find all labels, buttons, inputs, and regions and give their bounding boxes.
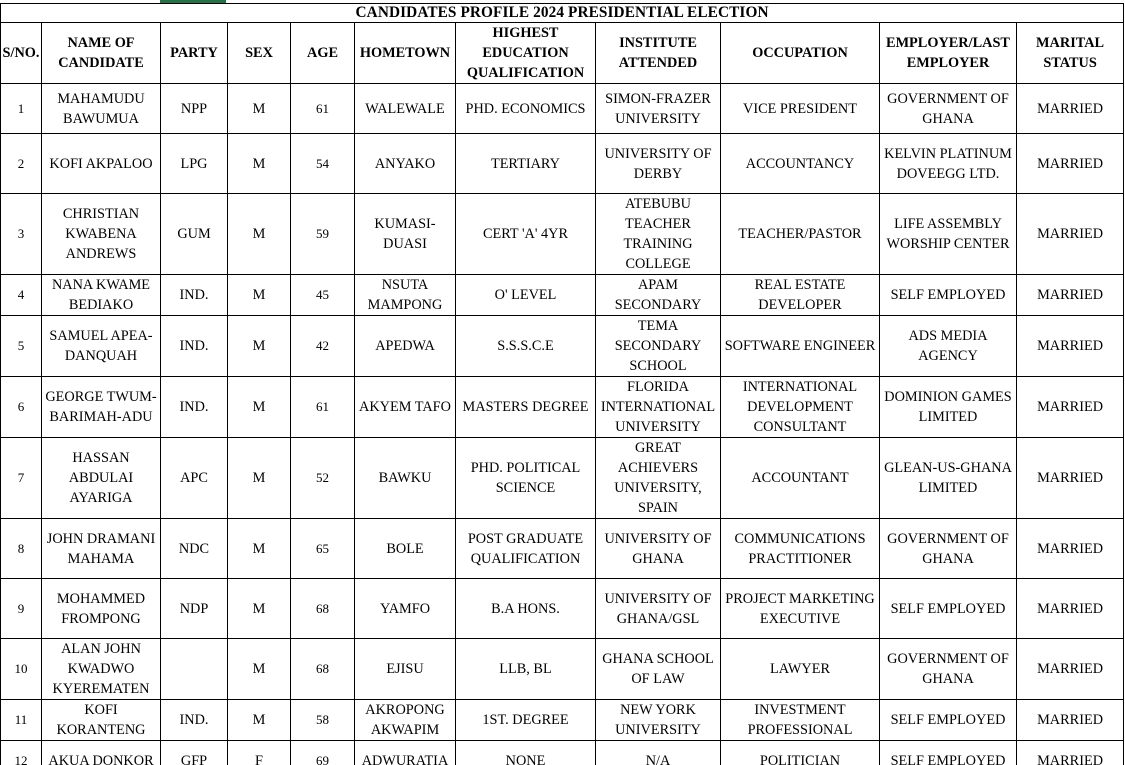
cell-name[interactable]: MOHAMMED FROMPONG xyxy=(42,579,161,639)
cell-occupation[interactable]: VICE PRESIDENT xyxy=(721,84,880,134)
cell-name[interactable]: NANA KWAME BEDIAKO xyxy=(42,275,161,316)
cell-party[interactable]: GFP xyxy=(161,741,228,765)
candidates-table xyxy=(0,3,1124,765)
cell-party[interactable]: APC xyxy=(161,438,228,519)
table-row xyxy=(1,84,1124,134)
cell-marital[interactable]: MARRIED xyxy=(1017,377,1124,438)
table-row xyxy=(1,316,1124,377)
cell-marital[interactable]: MARRIED xyxy=(1017,639,1124,700)
cell-sex[interactable]: M xyxy=(228,639,291,700)
cell-occupation[interactable]: REAL ESTATE DEVELOPER xyxy=(721,275,880,316)
cell-sno[interactable]: 11 xyxy=(1,700,42,741)
cell-sex[interactable]: M xyxy=(228,377,291,438)
cell-employer[interactable]: SELF EMPLOYED xyxy=(880,579,1017,639)
cell-age[interactable]: 61 xyxy=(291,377,355,438)
cell-sex[interactable]: M xyxy=(228,194,291,275)
cell-occupation[interactable]: POLITICIAN xyxy=(721,741,880,765)
cell-sno[interactable]: 12 xyxy=(1,741,42,765)
cell-sex[interactable]: M xyxy=(228,438,291,519)
cell-employer[interactable]: GOVERNMENT OF GHANA xyxy=(880,639,1017,700)
cell-age[interactable]: 52 xyxy=(291,438,355,519)
cell-occupation[interactable]: ACCOUNTANCY xyxy=(721,134,880,194)
cell-occupation[interactable]: ACCOUNTANT xyxy=(721,438,880,519)
cell-education[interactable]: B.A HONS. xyxy=(456,579,596,639)
cell-age[interactable]: 54 xyxy=(291,134,355,194)
table-row xyxy=(1,194,1124,275)
cell-education[interactable]: 1ST. DEGREE xyxy=(456,700,596,741)
cell-education[interactable]: S.S.S.C.E xyxy=(456,316,596,377)
header-sno: S/NO. xyxy=(1,23,42,84)
cell-occupation[interactable]: TEACHER/PASTOR xyxy=(721,194,880,275)
cell-institute[interactable]: NEW YORK UNIVERSITY xyxy=(596,700,721,741)
cell-party[interactable]: LPG xyxy=(161,134,228,194)
table-title: CANDIDATES PROFILE 2024 PRESIDENTIAL ELECTION xyxy=(1,4,1124,23)
cell-occupation[interactable]: LAWYER xyxy=(721,639,880,700)
cell-sex[interactable]: M xyxy=(228,316,291,377)
cell-name[interactable]: AKUA DONKOR xyxy=(42,741,161,765)
cell-education[interactable]: NONE xyxy=(456,741,596,765)
cell-sno[interactable]: 7 xyxy=(1,438,42,519)
header-age: AGE xyxy=(291,23,355,84)
cell-party[interactable]: IND. xyxy=(161,377,228,438)
cell-age[interactable]: 42 xyxy=(291,316,355,377)
cell-hometown[interactable]: EJISU xyxy=(355,639,456,700)
header-education: HIGHEST EDUCATION QUALIFICATION xyxy=(456,23,596,84)
cell-hometown[interactable]: WALEWALE xyxy=(355,84,456,134)
cell-marital[interactable]: MARRIED xyxy=(1017,275,1124,316)
cell-sex[interactable]: M xyxy=(228,134,291,194)
header-sex: SEX xyxy=(228,23,291,84)
cell-sex[interactable]: F xyxy=(228,741,291,765)
cell-employer[interactable]: ADS MEDIA AGENCY xyxy=(880,316,1017,377)
cell-hometown[interactable]: ADWURATIA xyxy=(355,741,456,765)
cell-marital[interactable]: MARRIED xyxy=(1017,84,1124,134)
cell-hometown[interactable]: ANYAKO xyxy=(355,134,456,194)
cell-hometown[interactable]: YAMFO xyxy=(355,579,456,639)
cell-name[interactable]: ALAN JOHN KWADWO KYEREMATEN xyxy=(42,639,161,700)
table-row xyxy=(1,700,1124,741)
cell-employer[interactable]: GOVERNMENT OF GHANA xyxy=(880,519,1017,579)
cell-employer[interactable]: SELF EMPLOYED xyxy=(880,700,1017,741)
cell-hometown[interactable]: AKYEM TAFO xyxy=(355,377,456,438)
cell-hometown[interactable]: APEDWA xyxy=(355,316,456,377)
cell-sno[interactable]: 4 xyxy=(1,275,42,316)
cell-party[interactable]: NPP xyxy=(161,84,228,134)
cell-occupation[interactable]: PROJECT MARKETING EXECUTIVE xyxy=(721,579,880,639)
cell-sno[interactable]: 10 xyxy=(1,639,42,700)
cell-institute[interactable]: TEMA SECONDARY SCHOOL xyxy=(596,316,721,377)
table-row xyxy=(1,134,1124,194)
cell-age[interactable]: 58 xyxy=(291,700,355,741)
cell-marital[interactable]: MARRIED xyxy=(1017,194,1124,275)
cell-age[interactable]: 45 xyxy=(291,275,355,316)
cell-employer[interactable]: LIFE ASSEMBLY WORSHIP CENTER xyxy=(880,194,1017,275)
cell-employer[interactable]: SELF EMPLOYED xyxy=(880,741,1017,765)
cell-name[interactable]: JOHN DRAMANI MAHAMA xyxy=(42,519,161,579)
table-row xyxy=(1,741,1124,765)
cell-name[interactable]: KOFI KORANTENG xyxy=(42,700,161,741)
cell-sex[interactable]: M xyxy=(228,700,291,741)
cell-employer[interactable]: KELVIN PLATINUM DOVEEGG LTD. xyxy=(880,134,1017,194)
cell-sno[interactable]: 5 xyxy=(1,316,42,377)
cell-party[interactable]: IND. xyxy=(161,700,228,741)
header-employer: EMPLOYER/LAST EMPLOYER xyxy=(880,23,1017,84)
cell-occupation[interactable]: INVESTMENT PROFESSIONAL xyxy=(721,700,880,741)
header-party: PARTY xyxy=(161,23,228,84)
table-row xyxy=(1,579,1124,639)
cell-sno[interactable]: 2 xyxy=(1,134,42,194)
cell-education[interactable]: CERT 'A' 4YR xyxy=(456,194,596,275)
cell-employer[interactable]: GLEAN-US-GHANA LIMITED xyxy=(880,438,1017,519)
cell-marital[interactable]: MARRIED xyxy=(1017,579,1124,639)
cell-institute[interactable]: UNIVERSITY OF GHANA xyxy=(596,519,721,579)
cell-institute[interactable]: UNIVERSITY OF DERBY xyxy=(596,134,721,194)
cell-sex[interactable]: M xyxy=(228,579,291,639)
cell-sex[interactable]: M xyxy=(228,519,291,579)
cell-party[interactable]: NDP xyxy=(161,579,228,639)
cell-age[interactable]: 68 xyxy=(291,639,355,700)
header-name: NAME OF CANDIDATE xyxy=(42,23,161,84)
cell-education[interactable]: MASTERS DEGREE xyxy=(456,377,596,438)
cell-name[interactable]: HASSAN ABDULAI AYARIGA xyxy=(42,438,161,519)
cell-sno[interactable]: 1 xyxy=(1,84,42,134)
cell-marital[interactable]: MARRIED xyxy=(1017,438,1124,519)
cell-sno[interactable]: 3 xyxy=(1,194,42,275)
cell-party[interactable]: NDC xyxy=(161,519,228,579)
cell-education[interactable]: PHD. POLITICAL SCIENCE xyxy=(456,438,596,519)
cell-education[interactable]: POST GRADUATE QUALIFICATION xyxy=(456,519,596,579)
cell-education[interactable]: TERTIARY xyxy=(456,134,596,194)
cell-institute[interactable]: UNIVERSITY OF GHANA/GSL xyxy=(596,579,721,639)
cell-party[interactable]: IND. xyxy=(161,275,228,316)
cell-marital[interactable]: MARRIED xyxy=(1017,741,1124,765)
cell-education[interactable]: O' LEVEL xyxy=(456,275,596,316)
cell-age[interactable]: 69 xyxy=(291,741,355,765)
cell-hometown[interactable]: AKROPONG AKWAPIM xyxy=(355,700,456,741)
table-row xyxy=(1,377,1124,438)
cell-sex[interactable]: M xyxy=(228,275,291,316)
cell-occupation[interactable]: SOFTWARE ENGINEER xyxy=(721,316,880,377)
cell-party[interactable]: IND. xyxy=(161,316,228,377)
cell-institute[interactable]: APAM SECONDARY xyxy=(596,275,721,316)
cell-name[interactable]: KOFI AKPALOO xyxy=(42,134,161,194)
cell-age[interactable]: 68 xyxy=(291,579,355,639)
table-row xyxy=(1,519,1124,579)
cell-marital[interactable]: MARRIED xyxy=(1017,519,1124,579)
cell-hometown[interactable]: BAWKU xyxy=(355,438,456,519)
cell-education[interactable]: LLB, BL xyxy=(456,639,596,700)
cell-name[interactable]: MAHAMUDU BAWUMUA xyxy=(42,84,161,134)
cell-hometown[interactable]: KUMASI-DUASI xyxy=(355,194,456,275)
cell-name[interactable]: CHRISTIAN KWABENA ANDREWS xyxy=(42,194,161,275)
cell-sno[interactable]: 9 xyxy=(1,579,42,639)
cell-age[interactable]: 59 xyxy=(291,194,355,275)
cell-party[interactable]: GUM xyxy=(161,194,228,275)
cell-institute[interactable]: N/A xyxy=(596,741,721,765)
cell-institute[interactable]: ATEBUBU TEACHER TRAINING COLLEGE xyxy=(596,194,721,275)
header-marital: MARITAL STATUS xyxy=(1017,23,1124,84)
header-occupation: OCCUPATION xyxy=(721,23,880,84)
cell-sno[interactable]: 8 xyxy=(1,519,42,579)
cell-marital[interactable]: MARRIED xyxy=(1017,134,1124,194)
cell-party[interactable] xyxy=(161,639,228,700)
cell-institute[interactable]: FLORIDA INTERNATIONAL UNIVERSITY xyxy=(596,377,721,438)
cell-institute[interactable]: GREAT ACHIEVERS UNIVERSITY, SPAIN xyxy=(596,438,721,519)
cell-name[interactable]: GEORGE TWUM-BARIMAH-ADU xyxy=(42,377,161,438)
header-institute: INSTITUTE ATTENDED xyxy=(596,23,721,84)
cell-hometown[interactable]: NSUTA MAMPONG xyxy=(355,275,456,316)
cell-marital[interactable]: MARRIED xyxy=(1017,316,1124,377)
cell-sex[interactable]: M xyxy=(228,84,291,134)
cell-marital[interactable]: MARRIED xyxy=(1017,700,1124,741)
cell-sno[interactable]: 6 xyxy=(1,377,42,438)
header-hometown: HOMETOWN xyxy=(355,23,456,84)
cell-name[interactable]: SAMUEL APEA-DANQUAH xyxy=(42,316,161,377)
cell-employer[interactable]: SELF EMPLOYED xyxy=(880,275,1017,316)
cell-age[interactable]: 61 xyxy=(291,84,355,134)
cell-institute[interactable]: SIMON-FRAZER UNIVERSITY xyxy=(596,84,721,134)
cell-occupation[interactable]: INTERNATIONAL DEVELOPMENT CONSULTANT xyxy=(721,377,880,438)
cell-employer[interactable]: DOMINION GAMES LIMITED xyxy=(880,377,1017,438)
cell-occupation[interactable]: COMMUNICATIONS PRACTITIONER xyxy=(721,519,880,579)
cell-education[interactable]: PHD. ECONOMICS xyxy=(456,84,596,134)
table-row xyxy=(1,438,1124,519)
cell-age[interactable]: 65 xyxy=(291,519,355,579)
cell-hometown[interactable]: BOLE xyxy=(355,519,456,579)
table-row xyxy=(1,275,1124,316)
table-row xyxy=(1,639,1124,700)
cell-institute[interactable]: GHANA SCHOOL OF LAW xyxy=(596,639,721,700)
cell-employer[interactable]: GOVERNMENT OF GHANA xyxy=(880,84,1017,134)
